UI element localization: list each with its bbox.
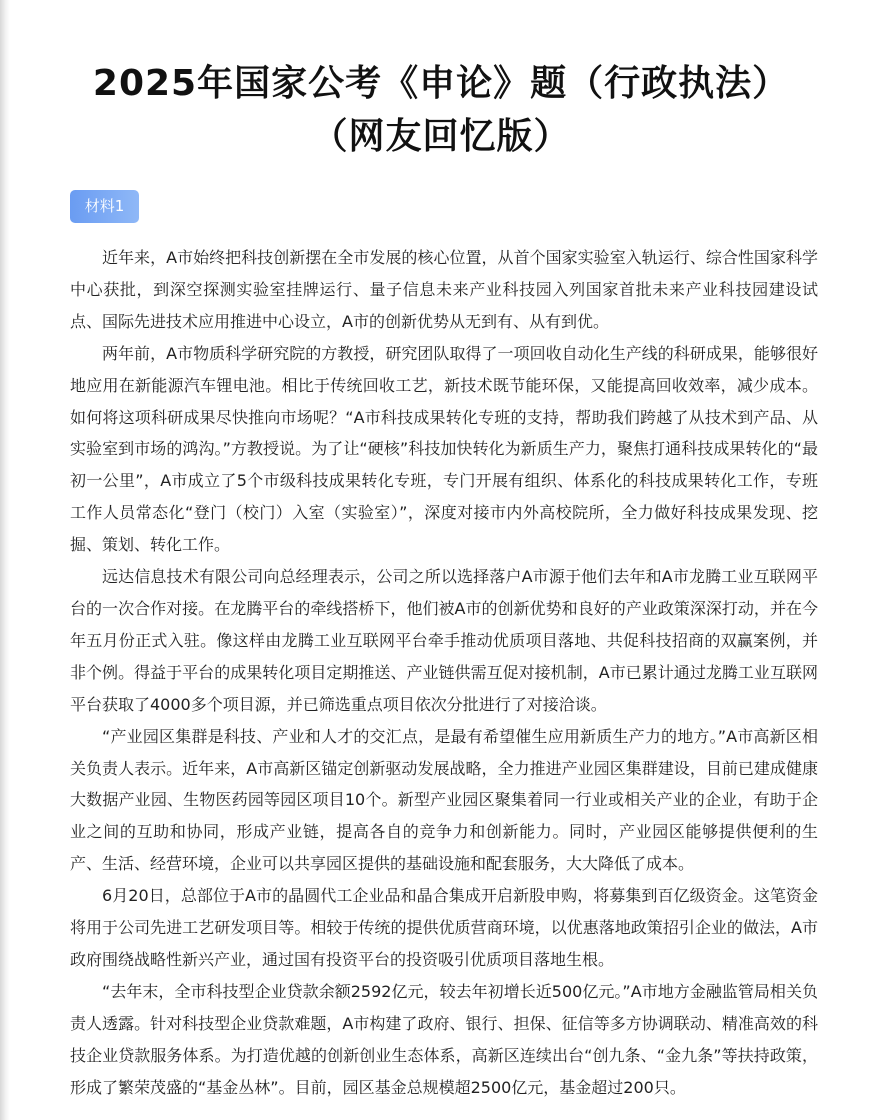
paragraph-6: “去年末，全市科技型企业贷款余额2592亿元，较去年初增长近500亿元。”A市地方金融监管局相关负责人透露。针对科技型企业贷款难题，A市构建了政府、银行、担保、征信等多方协调联动、精准高效的科技企业贷款服务体系。为打造优越的创新创业生态体系，高新区连续出台“创九条、“金九条”等扶持政策，形成了繁荣茂盛的“基金丛林”。目前，园区基金总规模超2500亿元，基金超过200只。 bbox=[70, 981, 818, 1097]
paragraph-5: 6月20日，总部位于A市的晶圆代工企业品和晶合集成开启新股申购，将募集到百亿级资金。这笔资金将用于公司先进工艺研发项目等。相较于传统的提供优质营商环境，以优惠落地政策招引企业的做法，A市政府围绕战略性新兴产业，通过国有投资平台的投资吸引优质项目落地生根。 bbox=[70, 886, 818, 969]
paragraph-4: “产业园区集群是科技、产业和人才的交汇点，是最有希望催生应用新质生产力的地方。”A市高新区相关负责人表示。近年来，A市高新区锚定创新驱动发展战略，全力推进产业园区集群建设，目前已建成健康大数据产业园、生物医药园等园区项目10个。新型产业园区聚集着同一行业或相关产业的企业，有助于企业之间的互助和协同，形成产业链，提高各自的竞争力和创新能力。同时，产业园区能够提供便利的生产、生活、经营环境，企业可以共享园区提供的基础设施和配套服务，大大降低了成本。 bbox=[70, 726, 818, 874]
page-edge-shadow bbox=[0, 0, 10, 1120]
document-body bbox=[70, 242, 818, 1103]
paragraph-2: 两年前，A市物质科学研究院的方教授，研究团队取得了一项回收自动化生产线的科研成果，能够很好地应用在新能源汽车锂电池。相比于传统回收工艺，新技术既节能环保，又能提高回收效率，减少成本。如何将这项科研成果尽快推向市场呢？“A市科技成果转化专班的支持，帮助我们跨越了从技术到产品、从实验室到市场的鸿沟。”方教授说。为了让“硬核”科技加快转化为新质生产力，聚焦打通科技成果转化的“最初一公里”，A市成立了5个市级科技成果转化专班，专门开展有组织、体系化的科技成果转化工作，专班工作人员常态化“登门（校门）入室（实验室）”，深度对接市内外高校院所，全力做好科技成果发现、挖掘、策划、转化工作。 bbox=[70, 343, 818, 555]
paragraph-1: 近年来，A市始终把科技创新摆在全市发展的核心位置，从首个国家实验室入轨运行、综合性国家科学中心获批，到深空探测实验室挂牌运行、量子信息未来产业科技园入列国家首批未来产业科技园建设试点、国际先进技术应用推进中心设立，A市的创新优势从无到有、从有到优。 bbox=[70, 248, 818, 331]
paragraph-3: 远达信息技术有限公司向总经理表示，公司之所以选择落户A市源于他们去年和A市龙腾工业互联网平台的一次合作对接。在龙腾平台的牵线搭桥下，他们被A市的创新优势和良好的产业政策深深打动，并在今年五月份正式入驻。像这样由龙腾工业互联网平台牵手推动优质项目落地、共促科技招商的双赢案例，并非个例。得益于平台的成果转化项目定期推送、产业链供需互促对接机制，A市已累计通过龙腾工业互联网平台获取了4000多个项目源，并已筛选重点项目依次分批进行了对接洽谈。 bbox=[70, 567, 818, 714]
document-title-line2: （网友回忆版） bbox=[311, 116, 571, 157]
document-title-line1: 2025年国家公考《申论》题（行政执法） bbox=[92, 63, 790, 104]
material-badge: 材料1 bbox=[70, 190, 139, 223]
